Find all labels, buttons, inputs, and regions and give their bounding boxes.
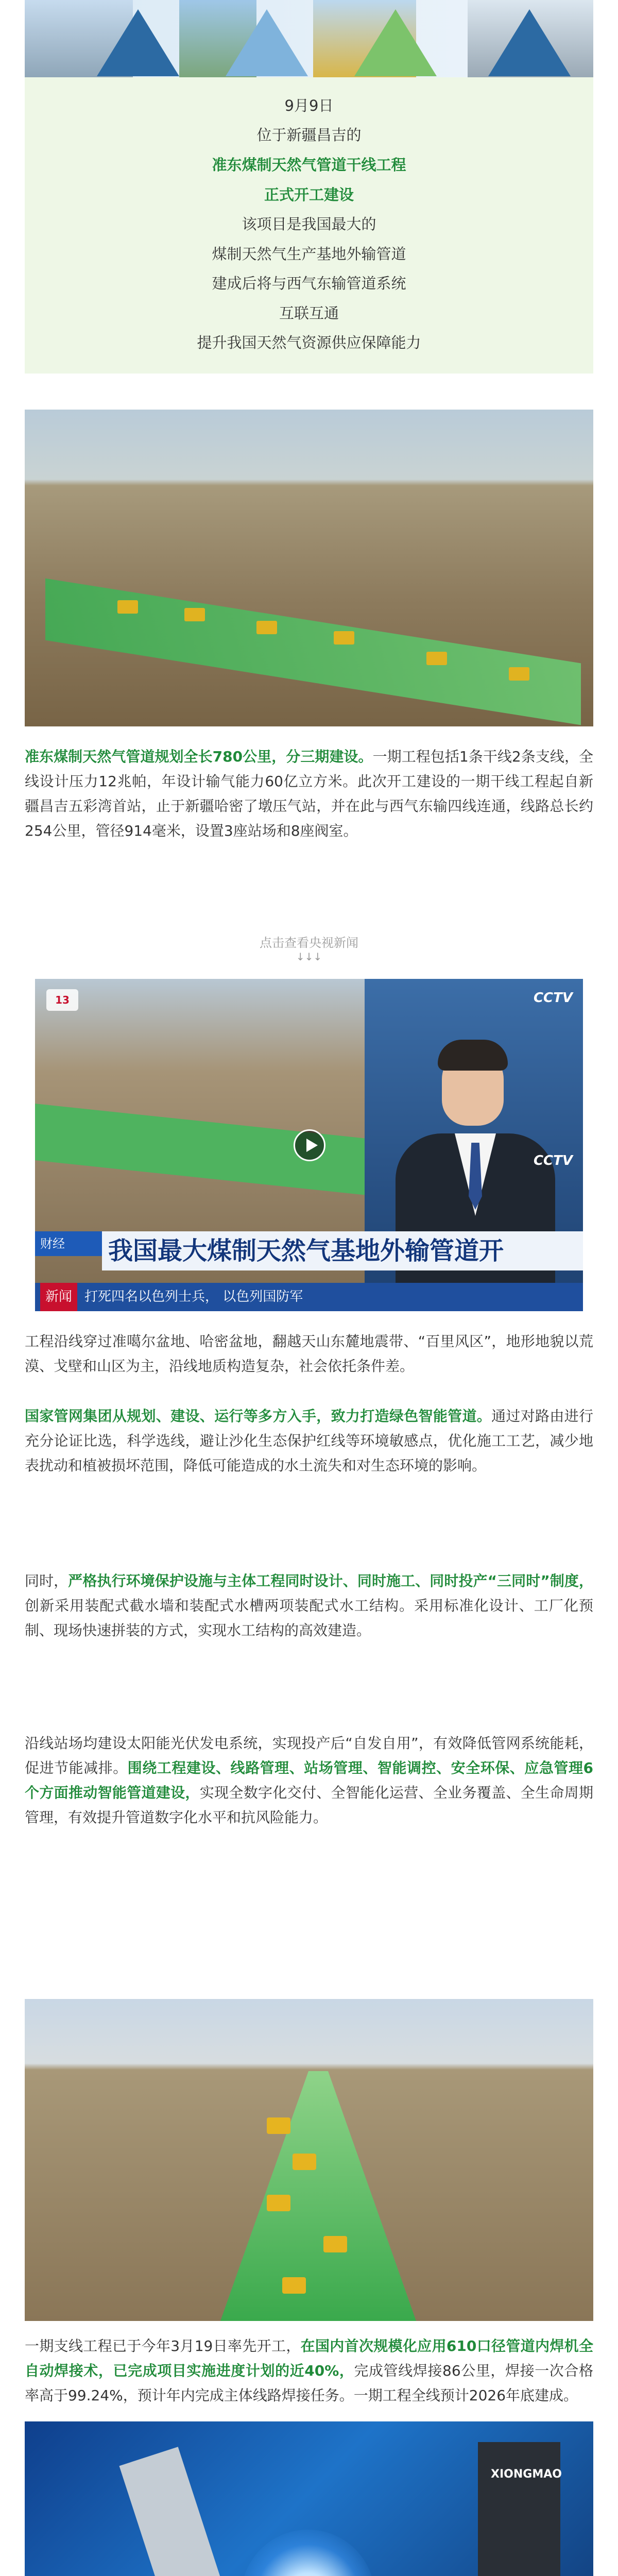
paragraph-terrain: 工程沿线穿过准噶尔盆地、哈密盆地，翻越天山东麓地震带、“百里风区”，地形地貌以荒漠、戈壁和山区为主，沿线地质构造复杂，社会依托条件差。 — [25, 1333, 593, 1375]
welding-arm — [119, 2447, 229, 2576]
intro-line-highlight: 正式开工建设 — [264, 186, 354, 204]
paragraph-green-design — [25, 1404, 593, 1478]
machine-brand-label: XIONGMAO — [491, 2468, 562, 2481]
banner-triangle — [488, 9, 571, 76]
body-text: 沿线站场均建设太阳能光伏发电系统，实现投产后“自发自用”，有效降低管网系统能耗，促进节能减排。 — [25, 1735, 593, 1776]
intro-line: 该项目是我国最大的 — [242, 215, 376, 233]
video-hint: 点击查看央视新闻 — [260, 936, 358, 950]
paragraph-smart-pipeline — [25, 1731, 593, 1830]
highlight-text: 围绕工程建设、线路管理、站场管理、智能调控、安全环保、应急管理6个方面推动智能管道建设， — [25, 1759, 593, 1801]
intro-line: 位于新疆昌吉的 — [256, 126, 362, 144]
news-headline: 我国最大煤制天然气基地外输管道开 — [102, 1231, 583, 1270]
excavator — [282, 2277, 306, 2294]
pipeline-corridor-photo — [25, 1999, 593, 2321]
news-anchor-hair — [438, 1040, 508, 1071]
excavator — [256, 621, 277, 634]
intro-line: 建成后将与西气东输管道系统 — [212, 275, 406, 292]
body-text: 实现全数字化交付、全智能化运营、全业务覆盖、全生命周期管理，有效提升管道数字化水平和抗风险能力。 — [25, 1784, 593, 1826]
body-text: 同时， — [25, 1572, 68, 1589]
body-text: 一期支线工程已于今年3月19日率先开工， — [25, 2337, 301, 2354]
intro-line: 煤制天然气生产基地外输管道 — [212, 245, 406, 263]
body-text: 通过对路由进行充分论证比选，科学选线，避让沙化生态保护红线等环境敏感点，优化施工工艺，减少地表扰动和植被损坏范围，降低可能造成的水土流失和对生态环境的影响。 — [25, 1408, 593, 1474]
excavator — [117, 600, 138, 614]
header-banner — [25, 0, 593, 77]
pipeline-strip — [35, 1103, 416, 1200]
banner-triangle — [226, 9, 308, 76]
excavator — [426, 652, 447, 665]
highlight-text: 准东煤制天然气管道规划全长780公里，分三期建设。 — [25, 748, 373, 765]
excavator — [509, 667, 529, 681]
welding-photo — [25, 2421, 593, 2576]
intro-line: 互联互通 — [279, 304, 339, 322]
channel-logo: 13 — [46, 989, 78, 1011]
highlight-text: 严格执行环境保护设施与主体工程同时设计、同时施工、同时投产“三同时”制度， — [68, 1572, 593, 1589]
news-tag: 财经 — [35, 1231, 102, 1256]
construction-site-photo — [25, 410, 593, 726]
news-video-player[interactable] — [35, 979, 583, 1311]
excavator — [323, 2236, 347, 2252]
down-arrows-icon: ↓↓↓ — [296, 951, 322, 963]
welding-spark — [241, 2530, 375, 2576]
pipeline-strip — [220, 2071, 416, 2321]
excavator — [267, 2195, 290, 2211]
body-text: 创新采用装配式截水墙和装配式水槽两项装配式水工结构。采用标准化设计、工厂化预制、现场快速拼装的方式，实现水工结构的高效建造。 — [25, 1597, 593, 1639]
ticker-label: 新闻 — [40, 1283, 77, 1311]
excavator — [267, 2117, 290, 2134]
cctv-logo: CCTV — [533, 990, 573, 1006]
news-ticker — [35, 1283, 583, 1311]
highlight-text: 国家管网集团从规划、建设、运行等多方入手，致力打造绿色智能管道。 — [25, 1408, 492, 1425]
cctv-logo: CCTV — [533, 1153, 573, 1168]
intro-line: 9月9日 — [284, 97, 334, 114]
paragraph-plan — [25, 744, 593, 843]
ticker-text: 打死四名以色列士兵， 以色列国防军 — [84, 1289, 303, 1304]
body-text: 一期工程包括1条干线2条支线，全线设计压力12兆帕，年设计输气能力60亿立方米。此次开工建设的一期干线工程起自新疆昌吉五彩湾首站，止于新疆哈密了墩压气站，并在此与西气东输四线连通，线路总长约254公里，管径914毫米，设置3座站场和8座阀室。 — [25, 748, 593, 839]
excavator — [334, 631, 354, 645]
play-icon[interactable] — [294, 1129, 325, 1161]
excavator — [293, 2154, 316, 2170]
excavator — [184, 608, 205, 621]
body-text: 完成管线焊接86公里，焊接一次合格率高于99.24%，预计年内完成主体线路焊接任务。一期工程全线预计2026年底建成。 — [25, 2362, 593, 2404]
intro-line: 提升我国天然气资源供应保障能力 — [197, 334, 421, 351]
highlight-text: 在国内首次规模化应用610口径管道内焊机全自动焊接术，已完成项目实施进度计划的近40%， — [25, 2337, 593, 2379]
paragraph-branch-progress — [25, 2334, 593, 2408]
intro-box — [25, 77, 593, 374]
paragraph-three-simultaneous — [25, 1569, 593, 1643]
banner-triangle — [97, 9, 179, 76]
intro-line-highlight: 准东煤制天然气管道干线工程 — [212, 156, 406, 174]
welding-machine — [478, 2442, 560, 2576]
banner-triangle — [354, 9, 437, 76]
